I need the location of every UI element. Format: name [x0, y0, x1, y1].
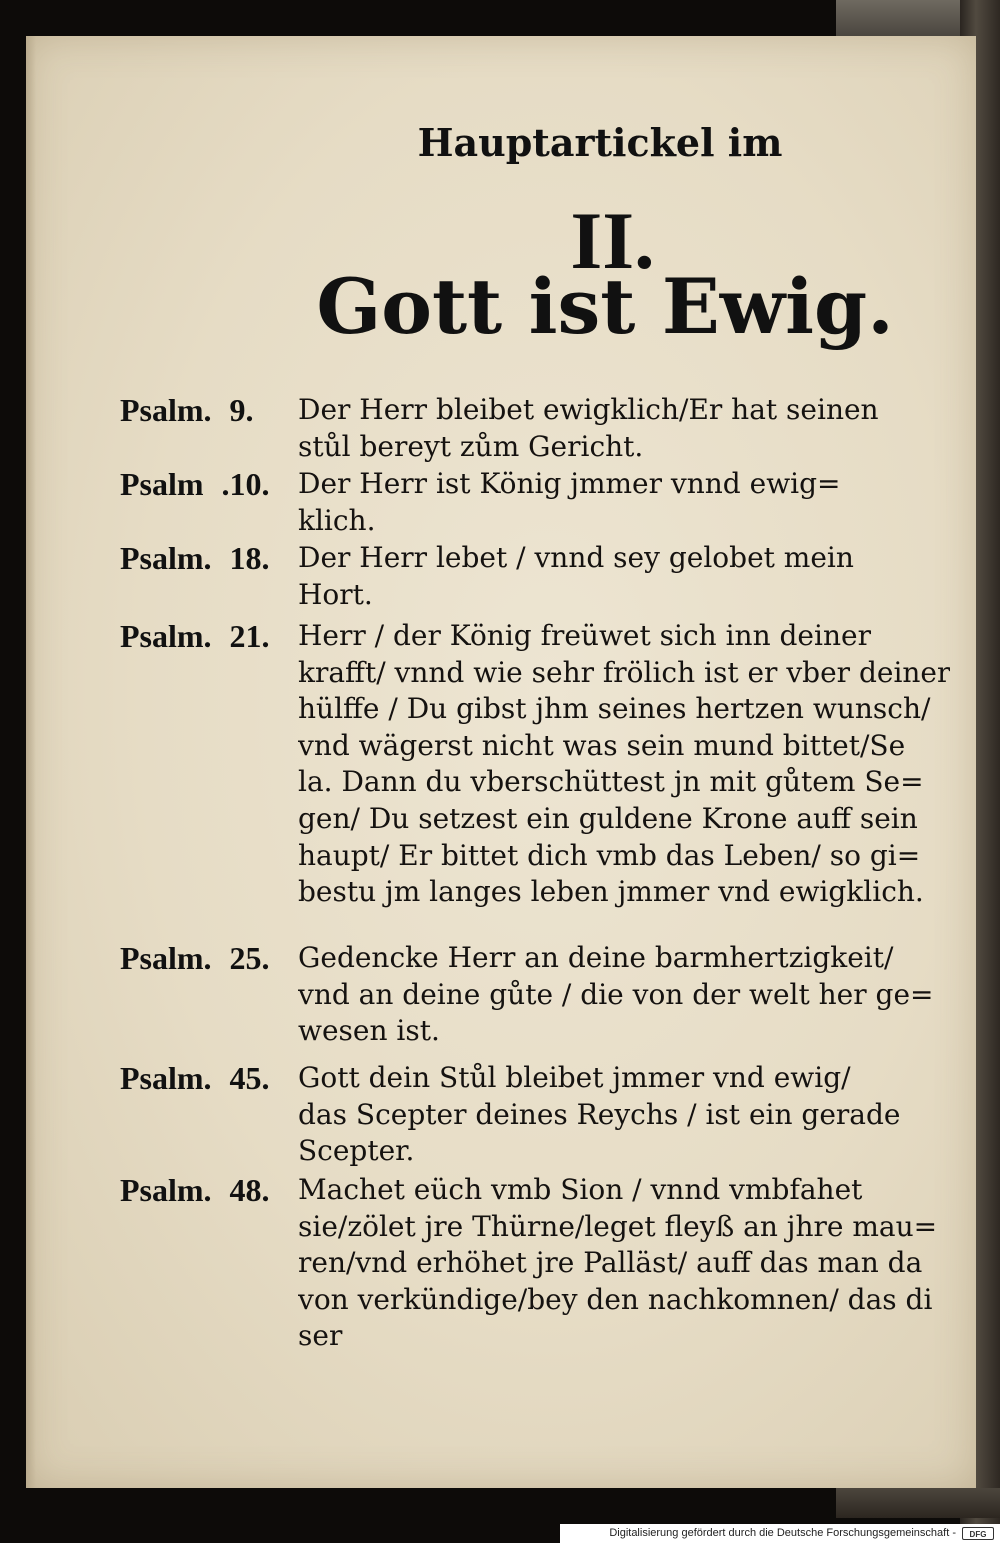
- psalm-reference: [120, 940, 270, 977]
- psalm-number: 48.: [229, 1172, 270, 1208]
- verse-text: [298, 940, 950, 1050]
- verse-line: bestu jm langes leben jmmer vnd ewigklich.: [298, 875, 924, 909]
- psalm-number: 18.: [229, 540, 270, 576]
- verse-line: ren/vnd erhöhet jre Palläst/ auff das man da: [298, 1246, 923, 1280]
- verse-line: Gott dein Stůl bleibet jmmer vnd ewig/: [298, 1061, 851, 1094]
- psalm-reference: [120, 1060, 270, 1097]
- book-edge-bottom: [836, 1488, 1000, 1518]
- verse-line: das Scepter deines Reychs / ist ein gerade: [298, 1097, 901, 1131]
- verse-text: [298, 392, 950, 465]
- verse-line: vnd wägerst nicht was sein mund bittet/Se: [298, 728, 906, 762]
- verse-line: gen/ Du setzest ein guldene Krone auff sein: [298, 801, 918, 835]
- verse-text: [298, 540, 950, 613]
- verse-text: [298, 618, 950, 911]
- verse-text: [298, 1060, 950, 1170]
- verse-line: Machet eüch vmb Sion / vnnd vmbfahet: [298, 1173, 863, 1206]
- psalm-book: Psalm: [120, 466, 204, 502]
- psalm-book: Psalm.: [120, 618, 212, 654]
- psalm-book: Psalm.: [120, 940, 212, 976]
- psalm-reference: [120, 540, 270, 577]
- verse-line: haupt/ Er bittet dich vmb das Leben/ so gi=: [298, 838, 921, 872]
- psalm-reference: [120, 466, 270, 503]
- verse-line: Scepter.: [298, 1134, 415, 1168]
- psalm-book: Psalm.: [120, 1172, 212, 1208]
- chapter-title: Gott ist Ewig.: [316, 262, 894, 351]
- verse-line: vnd an deine gůte / die von der welt her ge=: [298, 977, 934, 1011]
- psalm-number: 9.: [229, 392, 254, 428]
- verse-line: klich.: [298, 503, 376, 537]
- verse-line: von verkündige/bey den nachkomnen/ das di: [298, 1282, 933, 1316]
- verse-line: sie/zölet jre Thürne/leget fleyß an jhre mau=: [298, 1209, 938, 1243]
- psalm-book: Psalm.: [120, 540, 212, 576]
- psalm-book: Psalm.: [120, 392, 212, 428]
- verse-text: [298, 1172, 950, 1355]
- psalm-number: 25.: [229, 940, 270, 976]
- verse-line: Der Herr lebet / vnnd sey gelobet mein: [298, 541, 854, 574]
- psalm-number: .10.: [221, 466, 270, 502]
- verse-line: Hort.: [298, 577, 373, 611]
- psalm-book: Psalm.: [120, 1060, 212, 1096]
- chapter-number: II.: [570, 195, 655, 286]
- verse-line: ser: [298, 1319, 343, 1353]
- verse-line: Herr / der König freüwet sich inn deiner: [298, 619, 871, 652]
- verse-line: stůl bereyt zům Gericht.: [298, 429, 644, 463]
- psalm-reference: [120, 618, 270, 655]
- running-header: Hauptartickel im: [417, 120, 783, 165]
- dfg-logo: DFG: [962, 1527, 994, 1540]
- verse-line: la. Dann du vberschüttest jn mit gůtem Se=: [298, 765, 924, 799]
- psalm-reference: [120, 1172, 270, 1209]
- verse-text: [298, 466, 950, 539]
- verse-line: Der Herr bleibet ewigklich/Er hat seinen: [298, 393, 879, 426]
- verse-line: hülffe / Du gibst jhm seines hertzen wunsch/: [298, 692, 931, 726]
- psalm-number: 45.: [229, 1060, 270, 1096]
- psalm-reference: [120, 392, 254, 429]
- verse-line: krafft/ vnnd wie sehr frölich ist er vber deiner: [298, 655, 950, 689]
- psalm-number: 21.: [229, 618, 270, 654]
- verse-line: Der Herr ist König jmmer vnnd ewig=: [298, 467, 841, 500]
- verse-line: Gedencke Herr an deine barmhertzigkeit/: [298, 941, 894, 974]
- verse-line: wesen ist.: [298, 1014, 440, 1048]
- footer-text: Digitalisierung gefördert durch die Deutsche Forschungsgemeinschaft -: [609, 1527, 956, 1539]
- footer-bar: [560, 1524, 1000, 1543]
